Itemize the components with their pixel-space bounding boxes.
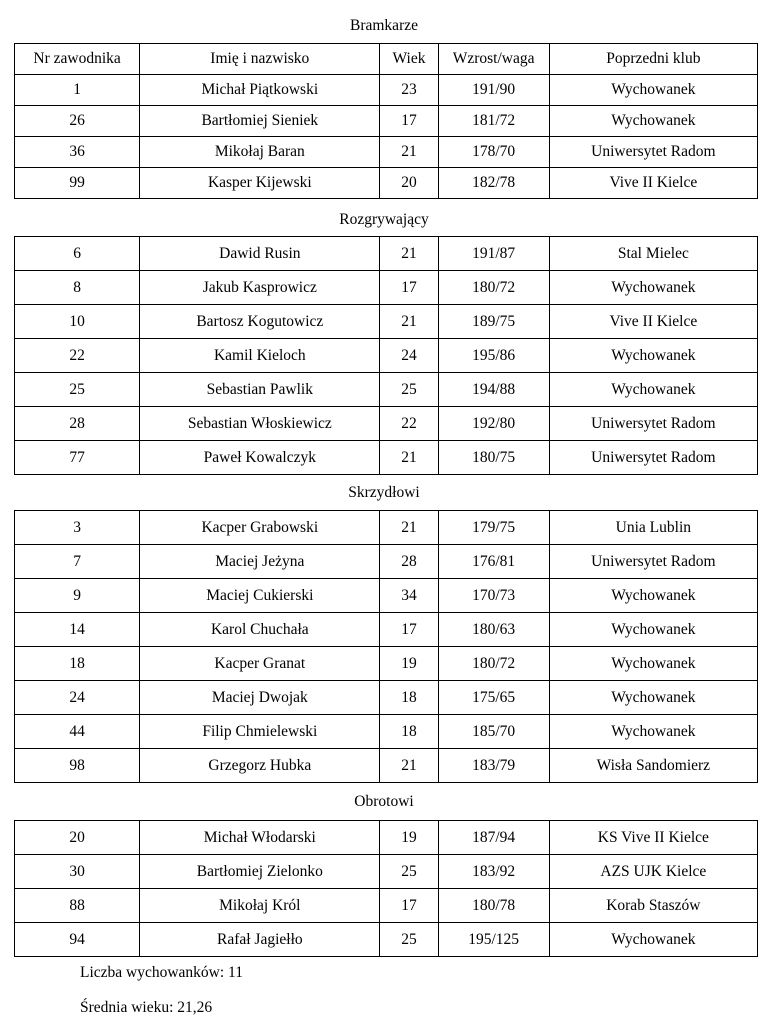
player-height-weight: 170/73 [438, 579, 549, 613]
player-name: Sebastian Pawlik [140, 373, 380, 407]
player-age: 17 [380, 271, 438, 305]
table-row [15, 441, 758, 475]
player-height-weight: 191/87 [438, 237, 549, 271]
player-previous-club: Uniwersytet Radom [549, 137, 757, 168]
player-name: Bartłomiej Zielonko [140, 855, 380, 889]
player-number: 18 [15, 647, 140, 681]
player-age: 17 [380, 106, 438, 137]
column-header: Wiek [380, 44, 438, 75]
player-height-weight: 195/86 [438, 339, 549, 373]
table-row [15, 75, 758, 106]
player-height-weight: 191/90 [438, 75, 549, 106]
player-age: 21 [380, 441, 438, 475]
player-age: 18 [380, 681, 438, 715]
player-age: 19 [380, 647, 438, 681]
table-row [15, 855, 758, 889]
column-header: Wzrost/waga [438, 44, 549, 75]
player-age: 22 [380, 407, 438, 441]
player-previous-club: Wychowanek [549, 339, 757, 373]
player-name: Michał Piątkowski [140, 75, 380, 106]
player-number: 9 [15, 579, 140, 613]
goalkeepers-table [14, 43, 758, 199]
table-row [15, 407, 758, 441]
player-name: Kasper Kijewski [140, 168, 380, 199]
player-number: 26 [15, 106, 140, 137]
player-height-weight: 180/78 [438, 889, 549, 923]
player-number: 99 [15, 168, 140, 199]
section-title-goalkeepers: Bramkarze [350, 17, 418, 34]
player-height-weight: 192/80 [438, 407, 549, 441]
player-previous-club: Korab Staszów [549, 889, 757, 923]
player-height-weight: 185/70 [438, 715, 549, 749]
player-name: Michał Włodarski [140, 821, 380, 855]
player-age: 21 [380, 137, 438, 168]
player-name: Maciej Dwojak [140, 681, 380, 715]
player-age: 19 [380, 821, 438, 855]
player-previous-club: Vive II Kielce [549, 305, 757, 339]
player-name: Kamil Kieloch [140, 339, 380, 373]
column-header: Nr zawodnika [15, 44, 140, 75]
table-row [15, 137, 758, 168]
player-number: 28 [15, 407, 140, 441]
player-previous-club: Wychowanek [549, 647, 757, 681]
player-previous-club: Wychowanek [549, 373, 757, 407]
table-row [15, 339, 758, 373]
player-height-weight: 175/65 [438, 681, 549, 715]
player-height-weight: 181/72 [438, 106, 549, 137]
player-previous-club: Wychowanek [549, 579, 757, 613]
player-height-weight: 180/72 [438, 271, 549, 305]
player-age: 18 [380, 715, 438, 749]
player-name: Jakub Kasprowicz [140, 271, 380, 305]
player-age: 28 [380, 545, 438, 579]
player-previous-club: Vive II Kielce [549, 168, 757, 199]
player-number: 14 [15, 613, 140, 647]
player-number: 30 [15, 855, 140, 889]
player-previous-club: Uniwersytet Radom [549, 441, 757, 475]
section-title-playmakers: Rozgrywający [339, 211, 429, 228]
table-row [15, 681, 758, 715]
player-height-weight: 179/75 [438, 511, 549, 545]
player-name: Grzegorz Hubka [140, 749, 380, 783]
player-number: 25 [15, 373, 140, 407]
player-age: 25 [380, 373, 438, 407]
player-age: 17 [380, 613, 438, 647]
player-height-weight: 178/70 [438, 137, 549, 168]
player-name: Mikołaj Król [140, 889, 380, 923]
wingers-table [14, 510, 758, 783]
player-number: 10 [15, 305, 140, 339]
player-age: 25 [380, 923, 438, 957]
player-number: 20 [15, 821, 140, 855]
home-grown-count: Liczba wychowanków: 11 [80, 964, 243, 981]
player-height-weight: 180/72 [438, 647, 549, 681]
player-height-weight: 195/125 [438, 923, 549, 957]
player-age: 21 [380, 749, 438, 783]
table-row [15, 106, 758, 137]
player-previous-club: Wisła Sandomierz [549, 749, 757, 783]
player-age: 34 [380, 579, 438, 613]
player-age: 23 [380, 75, 438, 106]
player-name: Dawid Rusin [140, 237, 380, 271]
player-number: 36 [15, 137, 140, 168]
average-age: Średnia wieku: 21,26 [80, 999, 213, 1016]
table-row [15, 647, 758, 681]
player-number: 44 [15, 715, 140, 749]
player-previous-club: Wychowanek [549, 106, 757, 137]
player-previous-club: Wychowanek [549, 613, 757, 647]
player-name: Maciej Jeżyna [140, 545, 380, 579]
player-number: 22 [15, 339, 140, 373]
table-row [15, 579, 758, 613]
player-number: 77 [15, 441, 140, 475]
table-row [15, 237, 758, 271]
player-age: 25 [380, 855, 438, 889]
player-previous-club: Wychowanek [549, 715, 757, 749]
player-previous-club: KS Vive II Kielce [549, 821, 757, 855]
player-age: 21 [380, 237, 438, 271]
table-row [15, 511, 758, 545]
player-age: 21 [380, 511, 438, 545]
player-height-weight: 176/81 [438, 545, 549, 579]
player-height-weight: 187/94 [438, 821, 549, 855]
table-row [15, 373, 758, 407]
player-name: Mikołaj Baran [140, 137, 380, 168]
player-height-weight: 183/79 [438, 749, 549, 783]
table-row [15, 305, 758, 339]
player-name: Bartłomiej Sieniek [140, 106, 380, 137]
player-height-weight: 182/78 [438, 168, 549, 199]
player-height-weight: 183/92 [438, 855, 549, 889]
section-title-wingers: Skrzydłowi [348, 484, 420, 501]
player-height-weight: 189/75 [438, 305, 549, 339]
player-name: Karol Chuchała [140, 613, 380, 647]
playmakers-table [14, 236, 758, 475]
table-row [15, 715, 758, 749]
player-name: Rafał Jagiełło [140, 923, 380, 957]
table-row [15, 613, 758, 647]
section-title-pivots: Obrotowi [354, 793, 414, 810]
pivots-table [14, 820, 758, 957]
player-number: 7 [15, 545, 140, 579]
player-number: 98 [15, 749, 140, 783]
player-number: 1 [15, 75, 140, 106]
table-row [15, 749, 758, 783]
player-previous-club: AZS UJK Kielce [549, 855, 757, 889]
player-age: 24 [380, 339, 438, 373]
player-height-weight: 180/63 [438, 613, 549, 647]
player-age: 21 [380, 305, 438, 339]
player-height-weight: 194/88 [438, 373, 549, 407]
player-name: Maciej Cukierski [140, 579, 380, 613]
player-name: Filip Chmielewski [140, 715, 380, 749]
player-age: 20 [380, 168, 438, 199]
table-row [15, 821, 758, 855]
table-row [15, 545, 758, 579]
player-previous-club: Wychowanek [549, 75, 757, 106]
table-header-row [15, 44, 758, 75]
player-number: 6 [15, 237, 140, 271]
player-name: Sebastian Włoskiewicz [140, 407, 380, 441]
player-previous-club: Uniwersytet Radom [549, 407, 757, 441]
table-row [15, 271, 758, 305]
player-name: Kacper Grabowski [140, 511, 380, 545]
player-previous-club: Wychowanek [549, 923, 757, 957]
player-name: Bartosz Kogutowicz [140, 305, 380, 339]
table-row [15, 889, 758, 923]
player-number: 3 [15, 511, 140, 545]
player-previous-club: Unia Lublin [549, 511, 757, 545]
table-row [15, 168, 758, 199]
player-name: Paweł Kowalczyk [140, 441, 380, 475]
column-header: Poprzedni klub [549, 44, 757, 75]
player-number: 94 [15, 923, 140, 957]
player-previous-club: Wychowanek [549, 681, 757, 715]
player-number: 8 [15, 271, 140, 305]
player-age: 17 [380, 889, 438, 923]
player-number: 88 [15, 889, 140, 923]
player-name: Kacper Granat [140, 647, 380, 681]
player-previous-club: Stal Mielec [549, 237, 757, 271]
player-height-weight: 180/75 [438, 441, 549, 475]
column-header: Imię i nazwisko [140, 44, 380, 75]
table-row [15, 923, 758, 957]
player-number: 24 [15, 681, 140, 715]
player-previous-club: Uniwersytet Radom [549, 545, 757, 579]
player-previous-club: Wychowanek [549, 271, 757, 305]
